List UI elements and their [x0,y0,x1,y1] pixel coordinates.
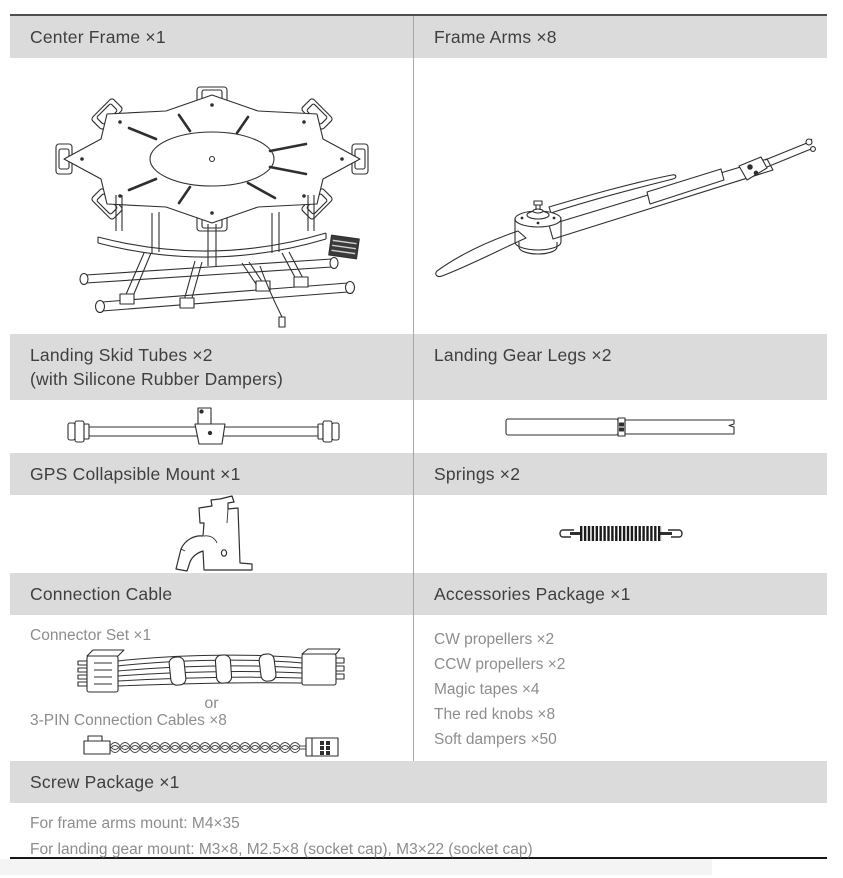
cell-header [414,334,827,400]
cell-header [10,453,413,495]
cell-accessories-package [413,573,827,761]
spring-drawing [556,514,686,554]
list-item: The red knobs ×8 [434,706,556,723]
cell-body [414,615,827,761]
cell-center-frame [10,16,413,334]
screw-line: For frame arms mount: M4×35 [30,815,240,832]
center-frame-drawing [32,61,392,331]
list-item: Magic tapes ×4 [434,681,540,698]
header-label: Accessories Package ×1 [434,583,631,604]
header-label-line1: Landing Skid Tubes ×2 [30,345,213,365]
frame-arm-drawing [423,89,819,303]
table-row [10,334,827,453]
cell-body [10,58,413,334]
three-pin-label: 3-PIN Connection Cables ×8 [30,712,227,729]
landing-skid-tube-drawing [62,403,362,450]
accessories-list [414,615,827,752]
cell-body [414,58,827,334]
screw-line: For landing gear mount: M3×8, M2.5×8 (socket cap), M3×22 (socket cap) [30,841,533,858]
cell-connection-cable [10,573,413,761]
header-label: Landing Gear Legs ×2 [434,345,612,365]
cell-header [10,16,413,58]
cell-gps-mount [10,453,413,573]
header-label: Springs ×2 [434,463,521,484]
cell-springs [413,453,827,573]
header-label: Frame Arms ×8 [434,26,557,47]
landing-gear-leg-drawing [503,415,739,439]
cell-header [10,334,413,400]
connector-set-cable-drawing [76,647,348,697]
connector-set-label: Connector Set ×1 [30,627,152,644]
header-label: GPS Collapsible Mount ×1 [30,463,241,484]
header-label: Screw Package ×1 [30,771,180,792]
cell-body [10,495,413,573]
list-item: CW propellers ×2 [434,631,555,648]
table-row [10,16,827,334]
cell-landing-skid-tubes [10,334,413,453]
or-label: or [204,695,219,712]
cell-header [414,573,827,615]
header-label-line2: (with Silicone Rubber Dampers) [30,369,284,389]
three-pin-cable-drawing [78,730,346,760]
screw-package-header [10,761,827,803]
cell-body [414,400,827,453]
table-row [10,453,827,573]
cell-header [10,573,413,615]
cell-header [414,453,827,495]
cell-body [10,615,413,761]
cell-body [414,495,827,573]
parts-table [10,14,827,859]
list-item: CCW propellers ×2 [434,656,566,673]
cell-landing-gear-legs [413,334,827,453]
cell-header [414,16,827,58]
header-label: Connection Cable [30,583,173,604]
screw-package-body [10,803,827,859]
list-item: Soft dampers ×50 [434,731,557,748]
cell-body [10,400,413,453]
header-label: Center Frame ×1 [30,26,166,47]
gps-mount-drawing [164,493,260,575]
table-row [10,573,827,761]
cell-frame-arms [413,16,827,334]
